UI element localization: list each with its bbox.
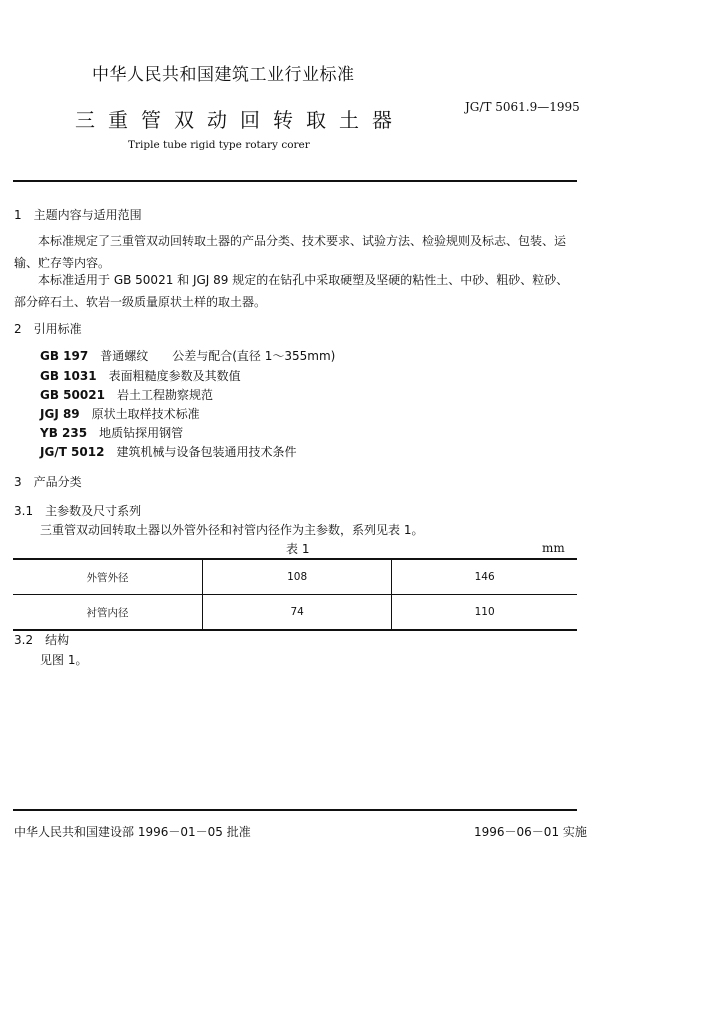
- document-title-en: Triple tube rigid type rotary corer: [128, 139, 310, 151]
- subsection-3-2-text: 见图 1。: [40, 653, 88, 667]
- reference-code: GB 197: [40, 349, 89, 363]
- standard-code: JG/T 5061.9—1995: [465, 100, 580, 114]
- reference-code: YB 235: [40, 426, 88, 440]
- reference-title: 地质钻探用钢管: [99, 426, 184, 440]
- section-2-heading: 2 引用标准: [14, 322, 82, 336]
- reference-title: 表面粗糙度参数及其数值: [108, 369, 241, 383]
- reference-item: [40, 443, 297, 460]
- section-3-heading: 3 产品分类: [14, 475, 82, 489]
- table-cell: 146: [392, 559, 577, 595]
- reference-title: 原状土取样技术标准: [91, 407, 200, 421]
- reference-item: [40, 424, 183, 441]
- section-1-paragraph-2: 本标准适用于 GB 50021 和 JGJ 89 规定的在钻孔中采取硬塑及坚硬的粘性土、中砂、粗砂、粒砂、部分碎石土、软岩一级质量原状土样的取土器。: [14, 273, 569, 309]
- table-row-label: 衬管内径: [13, 595, 203, 631]
- section-1-paragraph-1: 本标准规定了三重管双动回转取土器的产品分类、技术要求、试验方法、检验规则及标志、包装、运输、贮存等内容。: [14, 234, 567, 270]
- reference-item: [40, 347, 335, 364]
- reference-title: 建筑机械与设备包装通用技术条件: [116, 445, 297, 459]
- implementation-date: 1996－06－01 实施: [474, 825, 587, 839]
- reference-item: [40, 405, 200, 422]
- reference-title: 普通螺纹 公差与配合(直径 1～355mm): [100, 349, 336, 363]
- table-cell: 110: [392, 595, 577, 631]
- reference-item: [40, 367, 241, 384]
- reference-code: JG/T 5012: [40, 445, 105, 459]
- subsection-3-1-text: 三重管双动回转取土器以外管外径和衬管内径作为主参数，系列见表 1。: [40, 523, 424, 537]
- approval-date: 中华人民共和国建设部 1996－01－05 批准: [14, 825, 251, 839]
- table-cell: 74: [203, 595, 392, 631]
- reference-code: GB 1031: [40, 369, 97, 383]
- subsection-3-2-heading: 3.2 结构: [14, 633, 70, 647]
- standard-organization: 中华人民共和国建筑工业行业标准: [92, 65, 355, 85]
- subsection-3-1-heading: 3.1 主参数及尺寸系列: [14, 504, 142, 518]
- table-row-label: 外管外径: [13, 559, 203, 595]
- reference-item: [40, 386, 213, 403]
- table-unit: mm: [542, 541, 565, 555]
- table-caption: 表 1: [286, 542, 310, 556]
- parameter-table: [13, 558, 577, 631]
- reference-code: GB 50021: [40, 388, 105, 402]
- table-row: [13, 595, 577, 631]
- reference-title: 岩土工程勘察规范: [116, 388, 213, 402]
- reference-code: JGJ 89: [40, 407, 80, 421]
- section-1-heading: 1 主题内容与适用范围: [14, 208, 142, 222]
- footer-divider: [13, 809, 577, 811]
- table-cell: 108: [203, 559, 392, 595]
- document-title-cn: 三重管双动回转取土器: [75, 108, 405, 132]
- table-row: [13, 559, 577, 595]
- header-divider: [13, 180, 577, 182]
